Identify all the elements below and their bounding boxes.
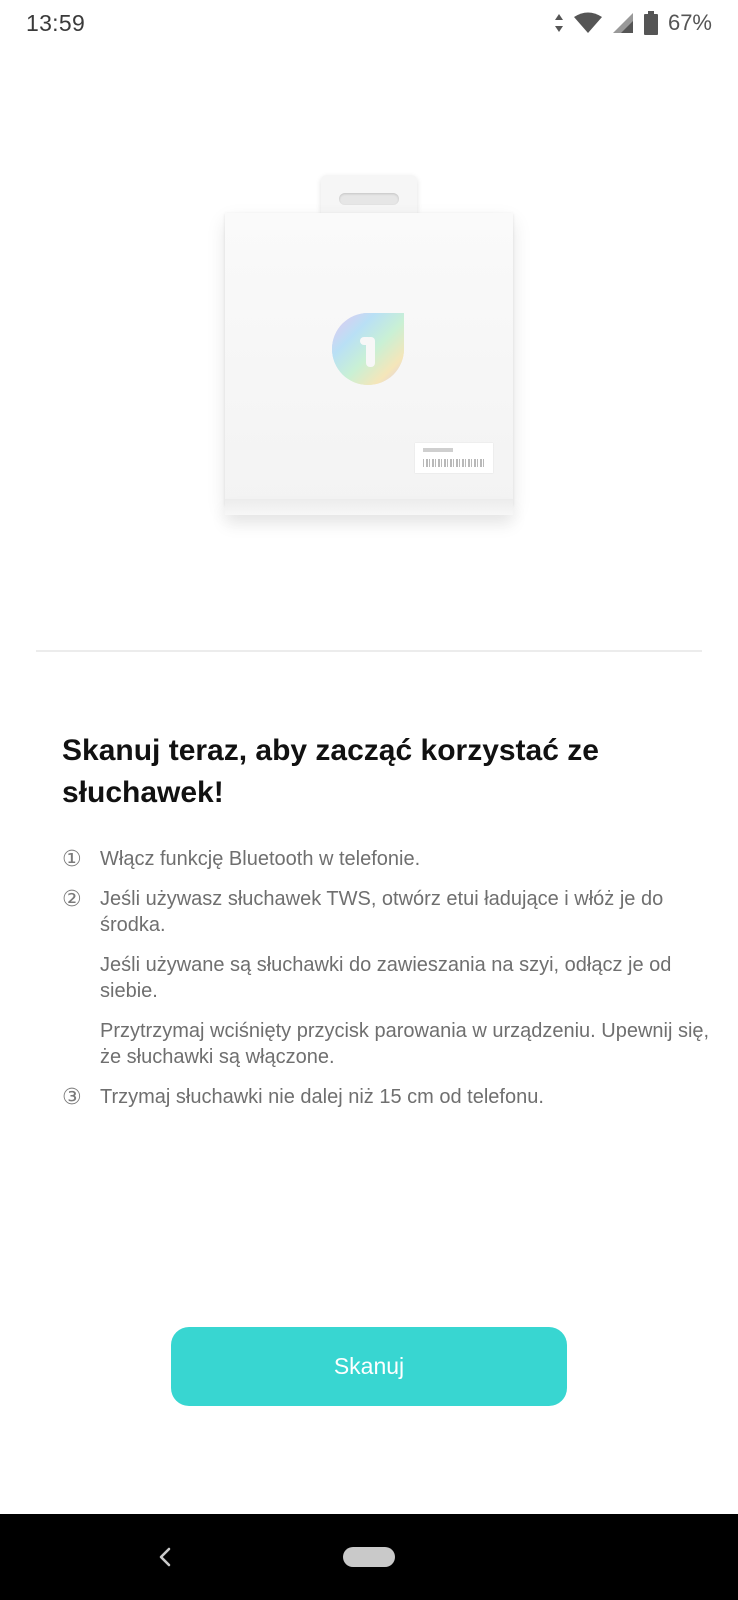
step-number: ③ bbox=[62, 1084, 82, 1109]
status-icons bbox=[554, 10, 712, 36]
barcode-icon bbox=[423, 459, 485, 467]
back-icon[interactable] bbox=[150, 1542, 180, 1572]
status-bar bbox=[0, 0, 738, 46]
list-item bbox=[62, 886, 712, 938]
cellular-signal-icon bbox=[612, 12, 634, 34]
home-pill-icon[interactable] bbox=[343, 1547, 395, 1567]
barcode-sticker bbox=[415, 443, 493, 473]
battery-icon bbox=[644, 11, 658, 35]
step-text: Jeśli używasz słuchawek TWS, otwórz etui ładujące i włóż je do środka. bbox=[100, 888, 664, 936]
product-box bbox=[225, 213, 513, 505]
list-item bbox=[62, 846, 712, 872]
status-time: 13:59 bbox=[26, 9, 86, 36]
battery-percent: 67% bbox=[667, 10, 712, 35]
step-number: ① bbox=[62, 846, 82, 871]
product-box-image bbox=[215, 165, 535, 555]
step-number: ② bbox=[62, 886, 82, 911]
step-note: Przytrzymaj wciśnięty przycisk parowania w urządzeniu. Upewnij się, że słuchawki są włączone. bbox=[100, 1020, 710, 1068]
scan-button[interactable]: Skanuj bbox=[171, 1327, 567, 1406]
list-item bbox=[62, 1084, 712, 1110]
step-note: Jeśli używane są słuchawki do zawieszania na szyi, odłącz je od siebie. bbox=[100, 954, 672, 1002]
divider bbox=[36, 650, 702, 652]
data-transfer-icon bbox=[554, 13, 564, 33]
instructions-list bbox=[62, 846, 712, 1124]
step-text: Trzymaj słuchawki nie dalej niż 15 cm od telefonu. bbox=[100, 1086, 544, 1108]
wifi-icon bbox=[574, 12, 602, 34]
instructions-heading: Skanuj teraz, aby zacząć korzystać ze słuchawek! bbox=[62, 734, 599, 809]
step-text: Włącz funkcję Bluetooth w telefonie. bbox=[100, 848, 421, 870]
navigation-bar bbox=[0, 1514, 738, 1600]
earbuds-box-logo-icon bbox=[330, 311, 406, 387]
